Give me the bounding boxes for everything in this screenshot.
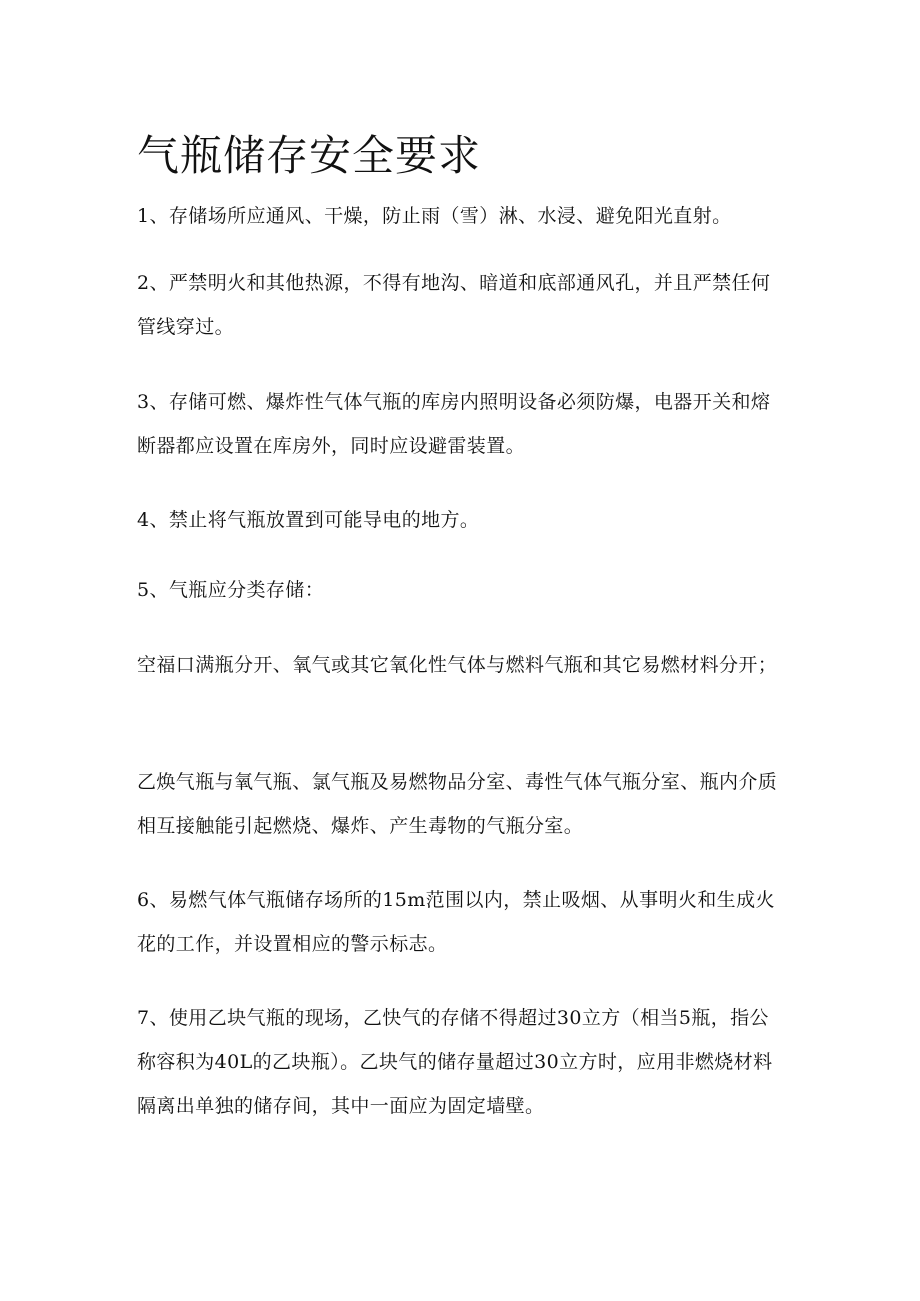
document-title: 气瓶储存安全要求 [137,131,482,180]
paragraph-3: 3、存储可燃、爆炸性气体气瓶的库房内照明设备必须防爆，电器开关和熔断器都应设置在库房外，同时应设避雷装置。 [137,391,771,457]
paragraph-5-subitem-2: 乙焕气瓶与氧气瓶、氯气瓶及易燃物品分室、毒性气体气瓶分室、瓶内介质相互接触能引起燃烧、爆炸、产生毒物的气瓶分室。 [137,771,778,837]
paragraph-1: 1、存储场所应通风、干燥，防止雨（雪）淋、水浸、避免阳光直射。 [137,205,732,227]
paragraph-2: 2、严禁明火和其他热源，不得有地沟、暗道和底部通风孔，并且严禁任何管线穿过。 [137,272,771,338]
paragraph-5: 5、气瓶应分类存储： [137,579,325,601]
paragraph-7: 7、使用乙块气瓶的现场，乙快气的存储不得超过30立方（相当5瓶，指公称容积为40L的乙块瓶）。乙块气的储存量超过30立方时，应用非燃烧材料隔离出单独的储存间，其中一面应为固定墙壁。 [137,1007,773,1117]
paragraph-4: 4、禁止将气瓶放置到可能导电的地方。 [137,509,480,531]
paragraph-5-subitem-1: 空福口满瓶分开、氧气或其它氧化性气体与燃料气瓶和其它易燃材料分开； [137,654,778,676]
paragraph-6: 6、易燃气体气瓶储存场所的15m范围以内，禁止吸烟、从事明火和生成火花的工作，并设置相应的警示标志。 [137,889,775,955]
